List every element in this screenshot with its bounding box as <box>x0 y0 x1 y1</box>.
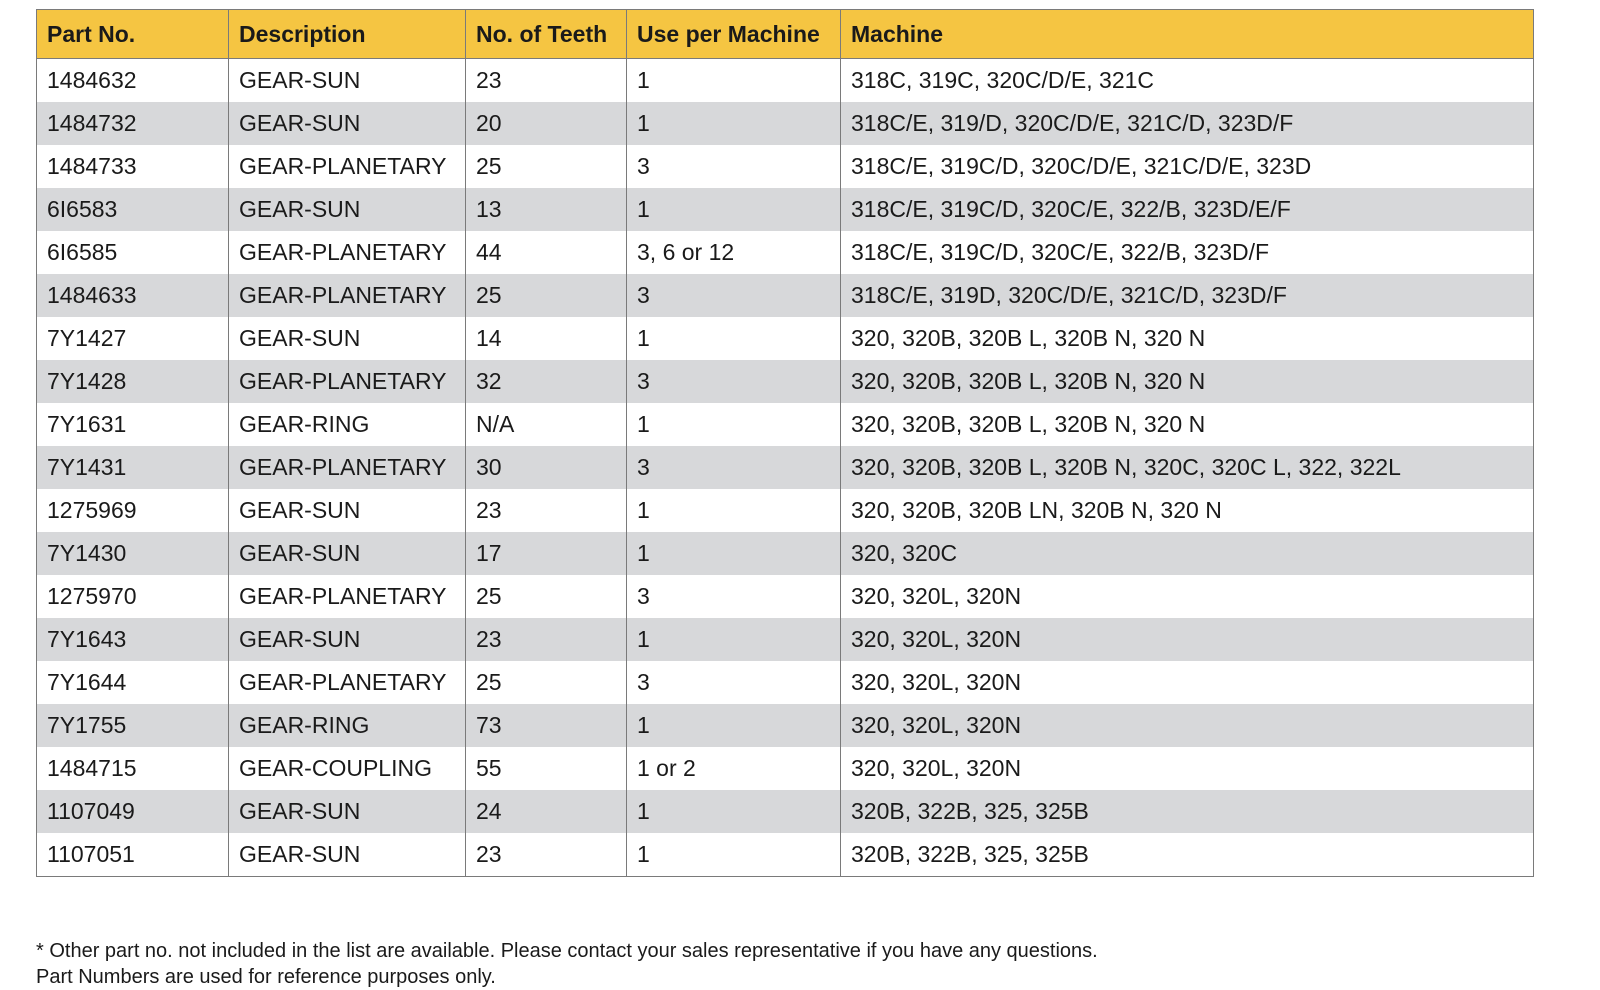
cell-use-per-machine: 1 <box>627 532 841 575</box>
cell-no-of-teeth: 23 <box>466 618 627 661</box>
cell-description: GEAR-PLANETARY <box>229 446 466 489</box>
cell-part-no: 1484733 <box>37 145 229 188</box>
table-row <box>37 102 1534 145</box>
cell-machine: 318C, 319C, 320C/D/E, 321C <box>841 59 1534 103</box>
cell-no-of-teeth: 73 <box>466 704 627 747</box>
table-row <box>37 403 1534 446</box>
cell-no-of-teeth: 25 <box>466 274 627 317</box>
cell-no-of-teeth: 23 <box>466 833 627 877</box>
cell-use-per-machine: 3, 6 or 12 <box>627 231 841 274</box>
cell-description: GEAR-SUN <box>229 532 466 575</box>
cell-part-no: 7Y1631 <box>37 403 229 446</box>
cell-description: GEAR-SUN <box>229 317 466 360</box>
cell-part-no: 7Y1643 <box>37 618 229 661</box>
table-row <box>37 446 1534 489</box>
cell-use-per-machine: 1 <box>627 618 841 661</box>
cell-part-no: 1484715 <box>37 747 229 790</box>
header-no-of-teeth: No. of Teeth <box>466 10 627 59</box>
cell-no-of-teeth: 25 <box>466 661 627 704</box>
cell-description: GEAR-PLANETARY <box>229 661 466 704</box>
cell-description: GEAR-RING <box>229 403 466 446</box>
cell-part-no: 1484732 <box>37 102 229 145</box>
cell-no-of-teeth: 55 <box>466 747 627 790</box>
header-part-no: Part No. <box>37 10 229 59</box>
cell-no-of-teeth: 17 <box>466 532 627 575</box>
cell-use-per-machine: 1 <box>627 188 841 231</box>
cell-machine: 320, 320B, 320B L, 320B N, 320 N <box>841 360 1534 403</box>
cell-machine: 320, 320L, 320N <box>841 704 1534 747</box>
cell-use-per-machine: 1 <box>627 790 841 833</box>
table-row <box>37 360 1534 403</box>
cell-part-no: 1275969 <box>37 489 229 532</box>
table-body <box>37 59 1534 877</box>
cell-description: GEAR-SUN <box>229 790 466 833</box>
cell-use-per-machine: 3 <box>627 274 841 317</box>
footnote-availability: * Other part no. not included in the list are available. Please contact your sales representative if you have any questions. <box>36 940 1098 962</box>
cell-description: GEAR-COUPLING <box>229 747 466 790</box>
table-row <box>37 747 1534 790</box>
table-row <box>37 59 1534 103</box>
cell-description: GEAR-PLANETARY <box>229 274 466 317</box>
cell-part-no: 6I6583 <box>37 188 229 231</box>
cell-no-of-teeth: 32 <box>466 360 627 403</box>
cell-part-no: 1107049 <box>37 790 229 833</box>
footnote-reference: Part Numbers are used for reference purposes only. <box>36 966 496 988</box>
cell-no-of-teeth: 23 <box>466 489 627 532</box>
table-row <box>37 790 1534 833</box>
table-row <box>37 833 1534 877</box>
cell-machine: 320, 320B, 320B L, 320B N, 320 N <box>841 317 1534 360</box>
table-row <box>37 188 1534 231</box>
cell-machine: 320, 320B, 320B LN, 320B N, 320 N <box>841 489 1534 532</box>
cell-description: GEAR-PLANETARY <box>229 360 466 403</box>
table-row <box>37 575 1534 618</box>
cell-no-of-teeth: 14 <box>466 317 627 360</box>
cell-part-no: 1484633 <box>37 274 229 317</box>
cell-no-of-teeth: 44 <box>466 231 627 274</box>
table-row <box>37 231 1534 274</box>
cell-use-per-machine: 3 <box>627 360 841 403</box>
cell-machine: 320, 320L, 320N <box>841 747 1534 790</box>
cell-no-of-teeth: N/A <box>466 403 627 446</box>
cell-no-of-teeth: 24 <box>466 790 627 833</box>
cell-machine: 320B, 322B, 325, 325B <box>841 833 1534 877</box>
header-machine: Machine <box>841 10 1534 59</box>
cell-part-no: 1275970 <box>37 575 229 618</box>
cell-description: GEAR-PLANETARY <box>229 145 466 188</box>
table-row <box>37 145 1534 188</box>
cell-description: GEAR-RING <box>229 704 466 747</box>
cell-use-per-machine: 1 <box>627 489 841 532</box>
cell-machine: 320, 320B, 320B L, 320B N, 320C, 320C L, 322, 322L <box>841 446 1534 489</box>
cell-machine: 320, 320L, 320N <box>841 575 1534 618</box>
cell-use-per-machine: 1 or 2 <box>627 747 841 790</box>
cell-part-no: 7Y1427 <box>37 317 229 360</box>
cell-machine: 320, 320C <box>841 532 1534 575</box>
cell-description: GEAR-SUN <box>229 188 466 231</box>
cell-machine: 318C/E, 319C/D, 320C/E, 322/B, 323D/E/F <box>841 188 1534 231</box>
table-row <box>37 661 1534 704</box>
cell-no-of-teeth: 20 <box>466 102 627 145</box>
cell-description: GEAR-SUN <box>229 489 466 532</box>
parts-table <box>36 9 1534 877</box>
cell-use-per-machine: 1 <box>627 704 841 747</box>
cell-description: GEAR-SUN <box>229 618 466 661</box>
cell-use-per-machine: 1 <box>627 833 841 877</box>
cell-machine: 318C/E, 319C/D, 320C/D/E, 321C/D/E, 323D <box>841 145 1534 188</box>
table-row <box>37 489 1534 532</box>
cell-machine: 318C/E, 319/D, 320C/D/E, 321C/D, 323D/F <box>841 102 1534 145</box>
table-row <box>37 317 1534 360</box>
cell-part-no: 7Y1430 <box>37 532 229 575</box>
cell-machine: 320, 320L, 320N <box>841 661 1534 704</box>
table-row <box>37 704 1534 747</box>
cell-use-per-machine: 1 <box>627 102 841 145</box>
cell-description: GEAR-PLANETARY <box>229 231 466 274</box>
cell-no-of-teeth: 30 <box>466 446 627 489</box>
cell-use-per-machine: 3 <box>627 446 841 489</box>
cell-machine: 320, 320L, 320N <box>841 618 1534 661</box>
cell-description: GEAR-SUN <box>229 833 466 877</box>
table-header-row <box>37 10 1534 59</box>
cell-no-of-teeth: 25 <box>466 145 627 188</box>
cell-machine: 320B, 322B, 325, 325B <box>841 790 1534 833</box>
cell-use-per-machine: 1 <box>627 59 841 103</box>
cell-use-per-machine: 3 <box>627 575 841 618</box>
cell-part-no: 6I6585 <box>37 231 229 274</box>
cell-description: GEAR-SUN <box>229 59 466 103</box>
cell-no-of-teeth: 13 <box>466 188 627 231</box>
cell-part-no: 1107051 <box>37 833 229 877</box>
header-use-per-machine: Use per Machine <box>627 10 841 59</box>
table-row <box>37 532 1534 575</box>
cell-machine: 318C/E, 319D, 320C/D/E, 321C/D, 323D/F <box>841 274 1534 317</box>
header-description: Description <box>229 10 466 59</box>
cell-machine: 320, 320B, 320B L, 320B N, 320 N <box>841 403 1534 446</box>
cell-part-no: 7Y1431 <box>37 446 229 489</box>
cell-use-per-machine: 3 <box>627 145 841 188</box>
cell-part-no: 1484632 <box>37 59 229 103</box>
cell-use-per-machine: 3 <box>627 661 841 704</box>
cell-description: GEAR-SUN <box>229 102 466 145</box>
footnote <box>36 938 1098 990</box>
cell-machine: 318C/E, 319C/D, 320C/E, 322/B, 323D/F <box>841 231 1534 274</box>
cell-no-of-teeth: 23 <box>466 59 627 103</box>
cell-part-no: 7Y1428 <box>37 360 229 403</box>
table-row <box>37 274 1534 317</box>
cell-part-no: 7Y1755 <box>37 704 229 747</box>
table-row <box>37 618 1534 661</box>
cell-part-no: 7Y1644 <box>37 661 229 704</box>
cell-description: GEAR-PLANETARY <box>229 575 466 618</box>
cell-use-per-machine: 1 <box>627 317 841 360</box>
cell-use-per-machine: 1 <box>627 403 841 446</box>
cell-no-of-teeth: 25 <box>466 575 627 618</box>
